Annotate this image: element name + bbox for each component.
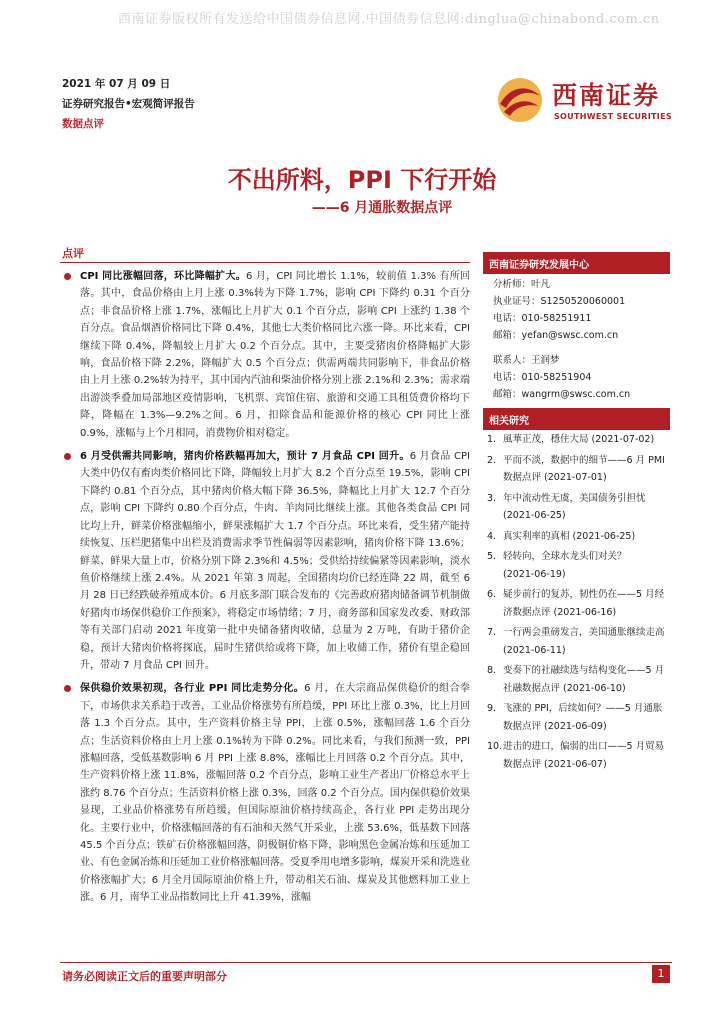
bullet-icon <box>64 273 71 280</box>
page-number: 1 <box>652 965 670 983</box>
related-item[interactable]: 1. 風華正茂，穩住大局 (2021-07-02) <box>487 434 655 445</box>
paragraph-lead: CPI 同比涨幅回落，环比降幅扩大。 <box>80 271 247 282</box>
paragraph-food <box>62 448 470 674</box>
section-divider <box>60 262 470 263</box>
related-item[interactable]: 8. 变奏下的社融续选与结构变化——5 月社融数据点评 (2021-06-10) <box>487 665 665 694</box>
analyst-email[interactable]: 邮箱：yefan@swsc.com.cn <box>493 330 619 341</box>
research-center-header <box>483 252 670 274</box>
paragraph-lead: 保供稳价效果初现，各行业 PPI 同比走势分化。 <box>80 683 305 695</box>
related-item[interactable]: 4. 真实利率的真相 (2021-06-25) <box>487 530 636 542</box>
related-research-title: 相关研究 <box>483 408 670 430</box>
report-category: 数据点评 <box>62 118 104 130</box>
analyst-info <box>483 276 670 403</box>
related-item[interactable]: 9. 飞涨的 PPI，后续如何？——5 月通胀数据点评 (2021-06-09) <box>487 703 663 732</box>
logo-mark-icon <box>494 74 546 126</box>
page-title: 不出所料，PPI 下行开始 <box>227 166 497 194</box>
analyst-phone: 电话：010-58251911 <box>493 313 592 324</box>
company-logo <box>494 72 674 128</box>
related-item[interactable]: 10. 进击的进口，偏弱的出口——5 月贸易数据点评 (2021-06-07) <box>487 741 665 770</box>
related-research-list <box>483 428 670 773</box>
logo-name-cn: 西南证券 <box>552 81 661 110</box>
related-item[interactable]: 7. 一行两会重磅发言，美国通胀继续走高 (2021-06-11) <box>487 627 665 656</box>
bullet-icon <box>64 453 71 460</box>
paragraph-lead: 6 月受供需共同影响，猪肉价格跌幅再加大，预计 7 月食品 CPI 回升。 <box>80 451 410 463</box>
bullet-icon <box>64 685 71 692</box>
contact-name: 联系人：王润梦 <box>493 355 560 366</box>
analyst-name: 分析师：叶凡 <box>493 279 551 290</box>
analyst-license: 执业证号：S1250520060001 <box>493 296 626 307</box>
paragraph-body: 6 月，CPI 同比增长 1.1%，较前值 1.3% 有所回落。其中，食品价格由上月上涨 0.3%转为下降 1.7%，影响 CPI 下降约 0.31 个百分点；非食品价格上涨 1.7%，涨幅比上月扩大 0.1 个百分点，影响 CPI 上涨约 1.38 个百分点。食品烟酒价格同比下降 0.4%，其他七大类价格同比六涨一降。环比来看，CPI 继续下降 0.4%，降幅较上月扩大 0.2 个百分点。其中，主要受猪肉价格降幅扩大影响，食品价格下降 2.2%，降幅扩大 0.5 个百分点；供需两端共同影响下，非食品价格由上月上涨 0.2%转为持平，其中国内汽油和柴油价格分别上涨 2.1%和 2.3%；需求端出游淡季叠加局部地区疫情影响，飞机票、宾馆住宿、旅游和交通工具租赁费价格均下降，降幅在 1.3%—9.2%之间。6 月，扣除食品和能源价格的核心 CPI 同比上涨 0.9%，涨幅与上个月相同，消费物价相对稳定。 <box>80 271 471 439</box>
section-heading: 点评 <box>62 247 84 260</box>
page-subtitle: ——6 月通胀数据点评 <box>311 200 453 216</box>
related-item[interactable]: 3. 年中流动性无虞，美国债务引担忧 (2021-06-25) <box>487 492 646 521</box>
logo-name-en: SOUTHWEST SECURITIES <box>554 112 672 121</box>
research-center-title: 西南证券研究发展中心 <box>483 252 670 274</box>
related-item[interactable]: 6. 疑步前行的复苏，韧性仍在——5 月经济数据点评 (2021-06-16) <box>487 589 665 618</box>
related-item[interactable]: 5. 轻转向，全球水龙头们对关？ (2021-06-19) <box>487 551 627 580</box>
main-content <box>62 268 470 913</box>
report-type: 证券研究报告•宏观简评报告 <box>62 98 195 110</box>
paragraph-body: 6 月食品 CPI 大类中仍仅有畜肉类价格同比下降，降幅较上月扩大 8.2 个百分点至 19.5%，影响 CPI 下降约 0.81 个百分点，其中猪肉价格大幅下降 36.5%，降幅比上月扩大 12.7 个百分点，影响 CPI 下降约 0.80 个百分点，牛肉、羊肉同比继续上涨。其他各类食品 CPI 同比均上升，鲜菜价格涨幅缩小，鲜果涨幅扩大 1.7 个百分点。环比来看，受生猪产能持续恢复、压栏肥猪集中出栏及消费需求季节性偏弱等因素影响，猪肉价格下降 13.6%；鲜菜、鲜果大量上市，价格分别下降 2.3%和 4.5%；受供给持续偏紧等因素影响，淡水鱼价格继续上涨 2.4%。从 2021 年第 3 周起，全国猪肉均价已经连降 22 周，截至 6 月 28 日已经跌破养殖成本价。6 月底多部门联合发布的《完善政府猪肉储备调节机制做好猪肉市场保供稳价工作预案》，将稳定市场情绪；7 月，商务部和国家发改委、财政部等有关部门启动 2021 年度第一批中央储备猪肉收储，总量为 2 万吨，有助于猪价企稳，预计大猪肉价格将探底，届时生猪供给或将下降，加上收储工作，猪价有望企稳回升，带动 7 月食品 CPI 回升。 <box>80 451 470 671</box>
report-meta <box>62 74 195 134</box>
paragraph-body: 6 月，在大宗商品保供稳价的组合拳下，市场供求关系趋于改善，工业品价格涨势有所趋缓，PPI 环比上涨 0.3%，比上月回落 1.3 个百分点。其中，生产资料价格主导 PPI，上涨 0.5%，涨幅回落 1.6 个百分点；生活资料价格由上月上涨 0.1%转为下降 0.2%。同比来看，与我们预测一致，PPI 涨幅回落，受低基数影响 6 月 PPI 上涨 8.8%，涨幅比上月回落 0.2 个百分点。其中，生产资料价格上涨 11.8%，涨幅回落 0.2 个百分点，影响工业生产者出厂价格总水平上涨约 8.76 个百分点；生活资料价格上涨 0.3%，回落 0.2 个百分点。国内保供稳价效果显现，工业品价格涨势有所趋缓，但国际原油价格持续高企，各行业 PPI 走势出现分化。主要行业中，价格涨幅回落的有石油和天然气开采业，上涨 53.6%，低基数下回落 45.5 个百分点；铁矿石价格涨幅回落，阴极铜价格下降，影响黑色金属冶炼和压延加工业、有色金属冶炼和压延加工业价格涨幅回落。受夏季用电增多影响，煤炭开采和洗选业价格涨幅扩大；6 月全月国际原油价格上升，带动相关石油、煤炭及其他燃料加工业上涨。6 月，南华工业品指数同比上升 41.39%，涨幅 <box>80 683 470 904</box>
watermark: 西南证券版权所有发送给中国债券信息网.中国债券信息网:dinglua@chinabond.com.cn <box>118 12 660 27</box>
paragraph-cpi <box>62 268 470 442</box>
report-date: 2021 年 07 月 09 日 <box>62 78 171 90</box>
paragraph-ppi <box>62 680 470 906</box>
footer-disclaimer: 请务必阅读正文后的重要声明部分 <box>62 970 227 983</box>
contact-phone: 电话：010-58251904 <box>493 372 592 383</box>
contact-email[interactable]: 邮箱：wangrm@swsc.com.cn <box>493 389 631 400</box>
footer-divider <box>60 962 672 963</box>
related-research-header <box>483 408 670 430</box>
related-item[interactable]: 2. 平而不淡，数据中的细节——6 月 PMI 数据点评 (2021-07-01) <box>487 454 665 483</box>
